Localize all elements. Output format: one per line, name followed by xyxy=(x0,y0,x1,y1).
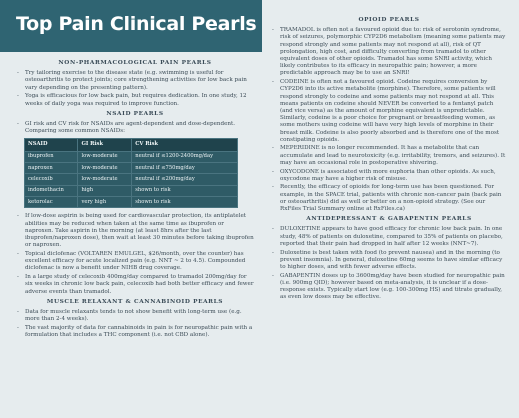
list-item: - Recently, the efficacy of opioids for long-term use has been questioned. For example, in the SPACE trial, patients with chronic non-cancer pain (back pain or osteoarthritis) did as well or better on a non-opioid strategy. (See our RxFiles Trial Summary online at RxFiles.ca) xyxy=(271,184,507,213)
list-item: - Data for muscle relaxants tends to not show benefit with long-term use (e.g. more than 2-4 weeks). xyxy=(16,309,254,323)
table-row xyxy=(25,151,238,162)
nsaid-risk-table xyxy=(24,138,238,208)
section-heading-opioid: OPIOID PEARLS xyxy=(358,17,420,23)
page-title: Top Pain Clinical Pearls xyxy=(16,13,257,35)
non-pharm-list xyxy=(16,70,254,108)
list-item: - GABAPENTIN doses up to 3600mg/day have been studied for neuropathic pain (i.e. 900mg QID); however based on meta-analysis, it is unclear if a dose-response exists. Typically start low (e.g. 100-300mg HS) and titrate gradually, as even low doses may be effective. xyxy=(271,273,507,302)
list-item: - Duloxetine is best taken with food (to prevent nausea) and in the morning (to prevent insomnia). In general, duloxetine 60mg seems to have similar efficacy to higher doses, and with fewer adverse effects. xyxy=(271,250,507,272)
table-cell: very high xyxy=(78,197,132,208)
list-item: - The vast majority of data for cannabinoids in pain is for neuropathic pain with a formulation that includes a THC component (i.e. not CBD alone). xyxy=(16,325,254,339)
table-cell: ibuprofen xyxy=(25,151,78,162)
list-item: - MEPERIDINE is no longer recommended. It has a metabolite that can accumulate and lead to neurotoxicity (e.g. irritability, tremors, and seizures). It may have an occasional role in postoperative shivering. xyxy=(271,145,507,167)
column-header: GI Risk xyxy=(78,139,132,151)
right-column xyxy=(271,14,507,303)
table-row xyxy=(25,174,238,185)
table-cell: celecoxib xyxy=(25,174,78,185)
section-heading-nsaid: NSAID PEARLS xyxy=(106,110,164,117)
list-item: - Topical diclofenac (VOLTAREN EMULGEL, $26/month, over the counter) has excellent efficacy for acute localized pain (e.g. NNT ~ 2 to 4.5). Compounded diclofenac is now a benefit under NIHB drug coverage. xyxy=(16,251,254,273)
table-cell: shown to risk xyxy=(132,197,238,208)
nsaid-list xyxy=(16,213,254,295)
list-item: - TRAMADOL is often not a favoured opioid due to: risk of serotonin syndrome, risk of seizures, polymorphic CYP2D6 metabolism (meaning some patients may respond strongly and some patients may not respond at all), risk of QT prolongation, high cost, and difficulty converting from tramadol to other equivalent doses of other opioids. Tramadol has some SNRI activity, which likely contributes to its efficacy in neuropathic pain; however, a more predictable approach may be to use an SNRI! xyxy=(271,27,507,77)
table-row xyxy=(25,162,238,173)
table-row xyxy=(25,185,238,196)
table-cell: high xyxy=(78,185,132,196)
list-item: - Try tailoring exercise to the disease state (e.g. swimming is useful for osteoarthritis to protect joints; core strengthening activities for low back pain vary depending on the presenting pattern). xyxy=(16,70,254,92)
table-cell: low-moderate xyxy=(78,162,132,173)
table-cell: low-moderate xyxy=(78,151,132,162)
section-heading-muscle-relaxant: MUSCLE RELAXANT & CANNABINOID PEARLS xyxy=(46,298,224,305)
left-column xyxy=(16,57,254,341)
antidepressant-list xyxy=(271,226,507,301)
table-cell: indomethacin xyxy=(25,185,78,196)
table-cell: ketorolac xyxy=(25,197,78,208)
table-cell: naproxen xyxy=(25,162,78,173)
list-item: - OXYCODONE is associated with more euphoria than other opioids. As such, oxycodone may have a higher risk of misuse. xyxy=(271,169,507,183)
muscle-relaxant-list xyxy=(16,309,254,339)
list-item: - CODEINE is often not a favoured opioid. Codeine requires conversion by CYP2D6 into its active metabolite (morphine). Therefore, some patients will respond strongly to codeine and some patients may not respond at all. This means patients on codeine should NEVER be converted to a fentanyl patch (and vice versa) as the amount of morphine equivalent is unpredictable. Similarly, codeine is a poor choice for pregnant or breastfeeding women, as some mothers using codeine will have very high levels of morphine in their breast milk. Codeine is also poorly absorbed and is therefore one of the most constipating opioids. xyxy=(271,79,507,144)
table-header-row xyxy=(25,139,238,151)
list-item: - In a large study of celecoxib 400mg/day compared to tramadol 200mg/day for six weeks in chronic low back pain, celecoxib had both better efficacy and fewer adverse events than tramadol. xyxy=(16,274,254,296)
opioid-list xyxy=(271,27,507,213)
nsaid-intro-list xyxy=(16,121,254,135)
list-item: - If low-dose aspirin is being used for cardiovascular protection, its antiplatelet abilities may be reduced when taken at the same time as ibuprofen or naproxen. Take aspirin in the morning (at least 8hrs after the last ibuprofen/naproxen dose), then wait at least 30 minutes before taking ibuprofen or naproxen. xyxy=(16,213,254,249)
column-header: NSAID xyxy=(25,139,78,151)
table-cell: neutral if ≤1200-2400mg/day xyxy=(132,151,238,162)
table-cell: neutral if ≤750mg/day xyxy=(132,162,238,173)
list-item: - GI risk and CV risk for NSAIDs are agent-dependent and dose-dependent. Comparing some common NSAIDs: xyxy=(16,121,254,135)
table-cell: shown to risk xyxy=(132,185,238,196)
table-row xyxy=(25,197,238,208)
title-banner xyxy=(0,0,262,52)
section-heading-non-pharm: NON-PHARMACOLOGICAL PAIN PEARLS xyxy=(58,60,212,66)
section-heading-antidepressant: ANTIDEPRESSANT & GABAPENTIN PEARLS xyxy=(306,216,472,223)
list-item: - Yoga is efficacious for low back pain, but requires dedication. In one study, 12 weeks of daily yoga was required to improve function. xyxy=(16,93,254,107)
column-header: CV Risk xyxy=(132,139,238,151)
list-item: - DULOXETINE appears to have good efficacy for chronic low back pain. In one study, 48% of patients on duloxetine, compared to 35% of patients on placebo, reported that their pain had dropped in half after 12 weeks (NNT~7). xyxy=(271,226,507,248)
table-cell: low-moderate xyxy=(78,174,132,185)
table-cell: neutral if ≤200mg/day xyxy=(132,174,238,185)
